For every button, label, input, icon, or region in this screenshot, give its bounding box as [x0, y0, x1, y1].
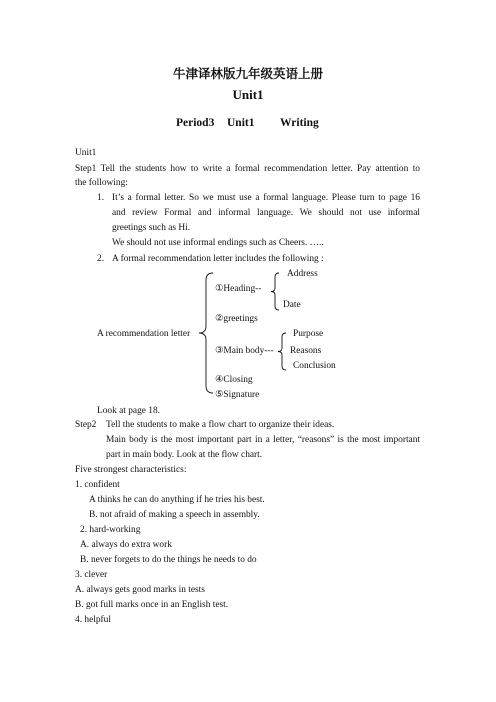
heading-item: ①Heading-- [215, 284, 262, 294]
item1-line3: greetings such as Hi. [112, 223, 191, 233]
closing-item: ④Closing [215, 375, 253, 385]
purpose-item: Purpose [293, 329, 324, 339]
characteristic-4: 4. helpful [75, 615, 111, 625]
characteristic-2b: B. never forgets to do the things he needs to do [80, 555, 257, 565]
item2-number: 2. [97, 254, 105, 264]
characteristic-2a: A. always do extra work [80, 540, 172, 550]
main-body-note-line1: Main body is the most important part in a letter, “reasons” is the most important [106, 435, 420, 445]
characteristic-1b: B. not afraid of making a speech in assembly. [89, 510, 260, 520]
main-body-item: ③Main body--- [215, 346, 274, 356]
unit-heading: Unit1 [232, 87, 264, 102]
date-item: Date [283, 300, 301, 310]
characteristics-heading: Five strongest characteristics: [75, 465, 187, 475]
item1-line1: It’s a formal letter. So we must use a formal language. Please turn to page 16 [112, 193, 420, 203]
step2-label: Step2 [75, 420, 97, 430]
document-title: 牛津译林版九年级英语上册 [172, 67, 323, 81]
characteristic-3: 3. clever [75, 570, 108, 580]
conclusion-item: Conclusion [293, 361, 336, 371]
reasons-item: Reasons [290, 346, 322, 356]
address-item: Address [287, 269, 318, 279]
characteristic-1a: A thinks he can do anything if he tries his best. [89, 495, 265, 505]
characteristic-2: 2. hard-working [80, 525, 141, 535]
period-topic: Writing [280, 117, 319, 129]
period-label: Period3 [176, 117, 215, 129]
item1-line2: and review Formal and informal language. We should not use informal [112, 208, 420, 218]
greetings-item: ②greetings [215, 314, 258, 324]
step1-line2: the following: [75, 178, 128, 188]
item2-text: A formal recommendation letter includes the following : [112, 254, 324, 264]
characteristic-1: 1. confident [75, 480, 120, 490]
main-body-note-line2: part in main body. Look at the flow chart. [106, 450, 263, 460]
period-unit: Unit1 [227, 117, 255, 129]
unit-label: Unit1 [75, 148, 97, 158]
diagram-root-label: A recommendation letter [97, 329, 191, 339]
main-brace [196, 272, 216, 396]
characteristic-3b: B. got full marks once in an English test. [75, 600, 229, 610]
step2-text: Tell the students to make a flow chart to organize their ideas. [106, 420, 335, 430]
main-body-brace [276, 332, 288, 372]
characteristic-3a: A. always gets good marks in tests [75, 585, 205, 595]
signature-item: ⑤Signature [215, 390, 260, 400]
item1-line4: We should not use informal endings such as Cheers. ….. [112, 238, 324, 248]
step1-line1: Step1 Tell the students how to write a formal recommendation letter. Pay attention to [75, 164, 420, 174]
heading-brace [269, 272, 281, 312]
item1-number: 1. [97, 193, 105, 203]
look-at-page: Look at page 18. [97, 406, 161, 416]
